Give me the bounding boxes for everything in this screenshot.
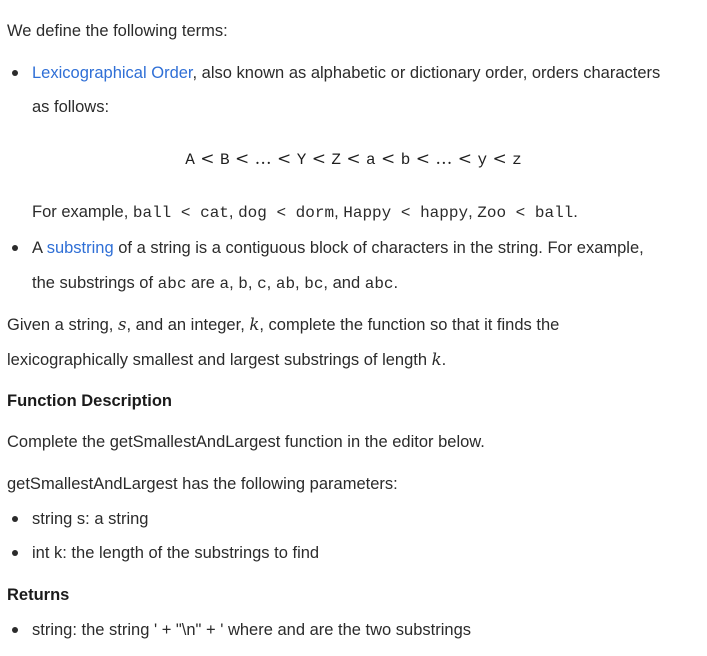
lexicographical-order-link[interactable]: Lexicographical Order <box>32 64 193 82</box>
lex-order-line <box>32 62 660 84</box>
function-description-text: Complete the getSmallestAndLargest function in the editor below. <box>7 433 485 451</box>
substring-line: A substring of a string is a contiguous block of characters in the string. For example, <box>32 239 644 257</box>
lex-examples: For example, ball < cat, dog < dorm, Happy < happy, Zoo < ball. <box>32 203 578 222</box>
param-item: int k: the length of the substrings to find <box>32 544 320 562</box>
function-description-heading: Function Description <box>7 392 172 410</box>
lex-order-text: , also known as alphabetic or dictionary order, orders characters <box>192 64 661 82</box>
example-code: ball < cat <box>132 204 229 222</box>
lex-order-formula: A < B < … < Y < Z < a < b < … < y < z <box>185 149 522 169</box>
bullet-dot <box>12 550 18 556</box>
return-item: string: the string ' + "\n" + ' where and are the two substrings <box>32 621 471 639</box>
example-code: Happy < happy <box>343 204 469 222</box>
example-code: dog < dorm <box>238 204 335 222</box>
math-s: s <box>117 315 127 334</box>
bullet-dot <box>12 627 18 633</box>
returns-heading: Returns <box>7 586 70 604</box>
parameters-intro: getSmallestAndLargest has the following parameters: <box>7 475 398 493</box>
given-text: Given a string, s, and an integer, k, complete the function so that it finds the <box>7 315 560 334</box>
intro-text: We define the following terms: <box>7 22 228 40</box>
substring-link[interactable]: substring <box>46 239 114 257</box>
math-k: k <box>249 315 260 334</box>
math-k: k <box>431 350 442 369</box>
param-item: string s: a string <box>32 510 149 528</box>
bullet-dot <box>12 516 18 522</box>
substring-examples: the substrings of abc are a, b, c, ab, bc, and abc. <box>32 274 399 293</box>
bullet-dot <box>12 70 18 76</box>
given-text-2: lexicographically smallest and largest substrings of length k. <box>7 350 447 369</box>
lex-order-text-2: as follows: <box>32 98 110 116</box>
bullet-dot <box>12 245 18 251</box>
example-code: Zoo < ball <box>477 204 574 222</box>
